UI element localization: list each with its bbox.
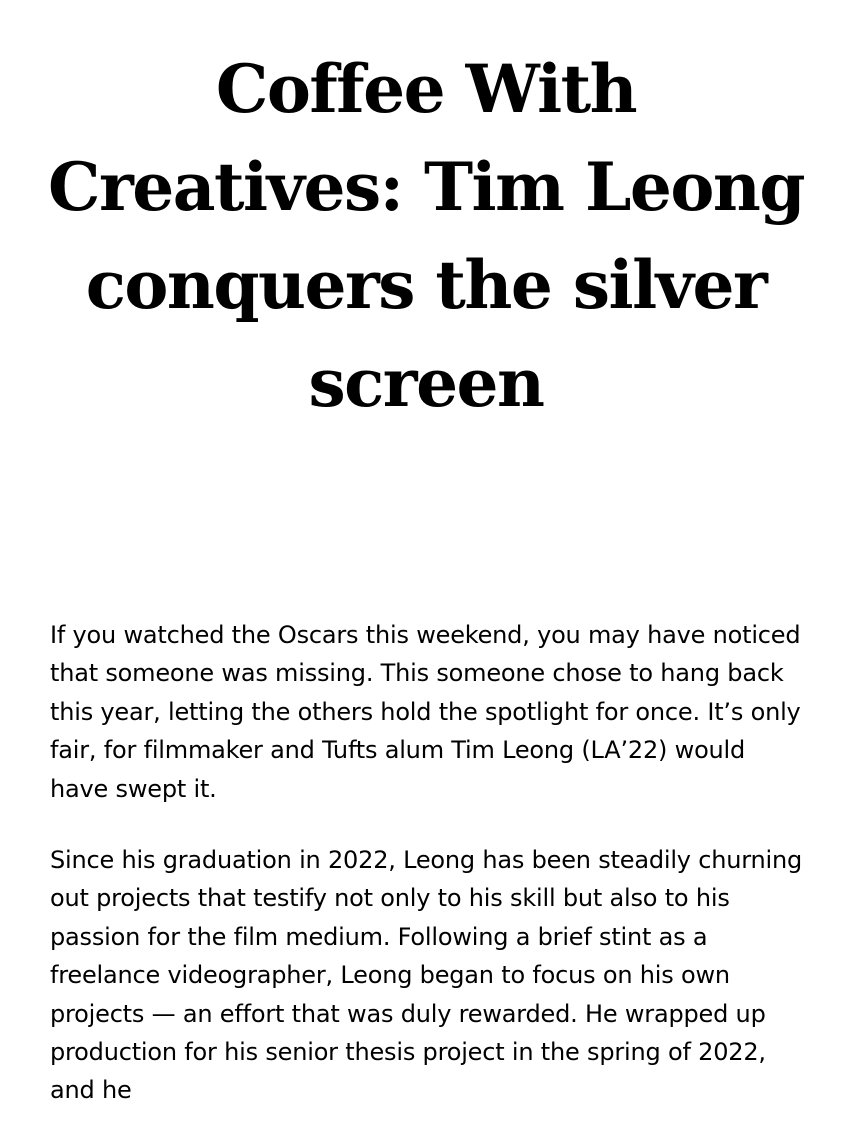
article-paragraph: If you watched the Oscars this weekend, you may have noticed that someone was missing. This someone chose to hang back this year, letting the others hold the spotlight for once. It’s only fair, for filmmaker and Tufts alum Tim Leong (LA’22) would have swept it. — [50, 621, 801, 803]
article-paragraph: Since his graduation in 2022, Leong has been steadily churning out projects that testify not only to his skill but also to his passion for the film medium. Following a brief stint as a freelance videographer, Leong began to focus on his own projects — an effort that was duly rewarded. He wrapped up production for his senior thesis project in the spring of 2022, and he — [50, 846, 803, 1105]
article-body — [50, 616, 810, 1143]
article-headline: Coffee With Creatives: Tim Leong conquers the silver screen — [47, 50, 804, 422]
